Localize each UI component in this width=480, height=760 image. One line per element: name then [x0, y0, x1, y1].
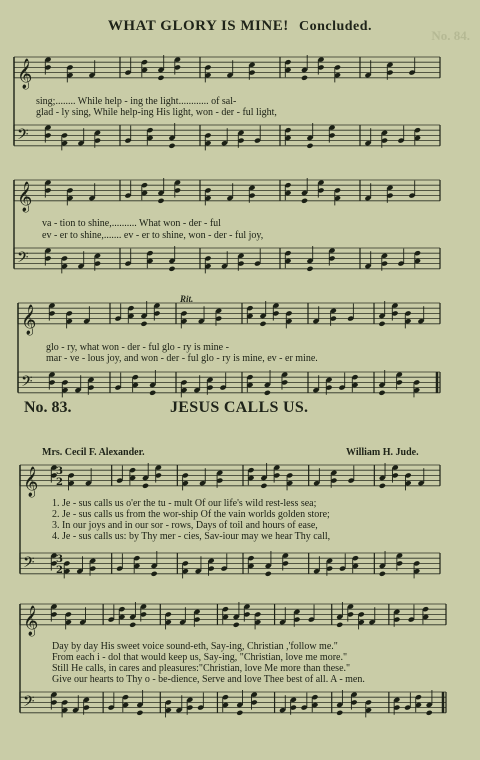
verse-line-a1: 1. Je - sus calls us o'er the tu - mult Of our life's wild rest-less sea;	[52, 498, 317, 509]
time-signature: 2	[56, 565, 63, 576]
verse-line-b4: Give our hearts to Thy o - be-dience, Serve and love Thee best of all. A - men.	[52, 674, 365, 685]
concluded-label: Concluded.	[298, 19, 373, 34]
system3-lyric-line2: mar - ve - lous joy, and won - der - ful glo - ry is mine, ev - er mine.	[46, 353, 318, 364]
bass-clef-icon: 𝄢	[23, 553, 35, 575]
note-head	[142, 483, 149, 489]
note-head	[379, 483, 386, 489]
time-signature: 3	[56, 466, 63, 477]
note-head	[301, 75, 308, 81]
note-head	[260, 483, 267, 489]
system2-lyric-line1: va - tion to shine,.......... What won - der - ful	[42, 218, 221, 229]
note-head	[233, 622, 240, 628]
note-head	[379, 571, 386, 577]
bass-clef-icon: 𝄢	[23, 692, 35, 714]
note-head	[151, 571, 158, 577]
note-head	[136, 710, 143, 716]
note-head	[259, 321, 266, 327]
time-signature: 2	[56, 477, 63, 488]
verse-line-a3: 3. In our joys and in our sor - rows, Days of toil and hours of ease,	[52, 520, 318, 531]
note-head	[168, 143, 175, 149]
note-head	[129, 622, 136, 628]
system1-lyric-line1: sing;........ While help - ing the light............ of sal-	[36, 96, 237, 107]
note-head	[378, 321, 385, 327]
hymn-number: No. 83.	[24, 399, 72, 416]
time-signature: 3	[56, 554, 63, 565]
bass-clef-icon: 𝄢	[17, 125, 29, 147]
treble-clef-icon: 𝄞	[21, 304, 37, 335]
note-head	[157, 75, 164, 81]
ritardando-marking: Rit.	[180, 294, 194, 304]
note-head	[149, 390, 156, 396]
note-head	[265, 571, 272, 577]
note-head	[301, 198, 308, 204]
note-head	[336, 710, 343, 716]
note-head	[306, 143, 313, 149]
note-head	[157, 198, 164, 204]
bass-clef-icon: 𝄢	[17, 248, 29, 270]
verse-line-a2: 2. Je - sus calls us from the wor-ship Of the vain worlds golden store;	[52, 509, 330, 520]
note-head	[426, 710, 433, 716]
verse-line-b3: Still He calls, in cares and pleasures:"Christian, love Me more than these."	[52, 663, 351, 674]
system1-lyric-line2: glad - ly sing, While help-ing His light, won - der - ful light,	[36, 107, 277, 118]
treble-clef-icon: 𝄞	[23, 466, 39, 497]
hymn-title: JESUS CALLS US.	[170, 399, 309, 416]
verse-line-b1: Day by day His sweet voice sound-eth, Say-ing, Christian ,'follow me."	[52, 641, 338, 652]
note-head	[168, 266, 175, 272]
note-head	[236, 710, 243, 716]
treble-clef-icon: 𝄞	[17, 58, 33, 89]
treble-clef-icon: 𝄞	[17, 181, 33, 212]
note-head	[140, 321, 147, 327]
verse-line-b2: From each i - dol that would keep us, Say-ing, "Christian, love me more."	[52, 652, 348, 663]
note-head	[378, 390, 385, 396]
note-head	[264, 390, 271, 396]
verse-line-a4: 4. Je - sus calls us: by Thy mer - cies, Sav-iour may we hear Thy call,	[52, 531, 331, 542]
bleed-through-number: No. 84.	[431, 28, 470, 43]
note-head	[306, 266, 313, 272]
song-title-concluded: WHAT GLORY IS MINE!	[107, 18, 289, 34]
hymn-author: Mrs. Cecil F. Alexander.	[42, 447, 145, 458]
hymn-composer: William H. Jude.	[346, 447, 419, 458]
system2-lyric-line2: ev - er to shine,....... ev - er to shine, won - der - ful joy,	[42, 230, 264, 241]
bass-clef-icon: 𝄢	[21, 372, 33, 394]
treble-clef-icon: 𝄞	[23, 605, 39, 636]
note-head	[336, 622, 343, 628]
system3-lyric-line1: glo - ry, what won - der - ful glo - ry is mine -	[46, 342, 229, 353]
